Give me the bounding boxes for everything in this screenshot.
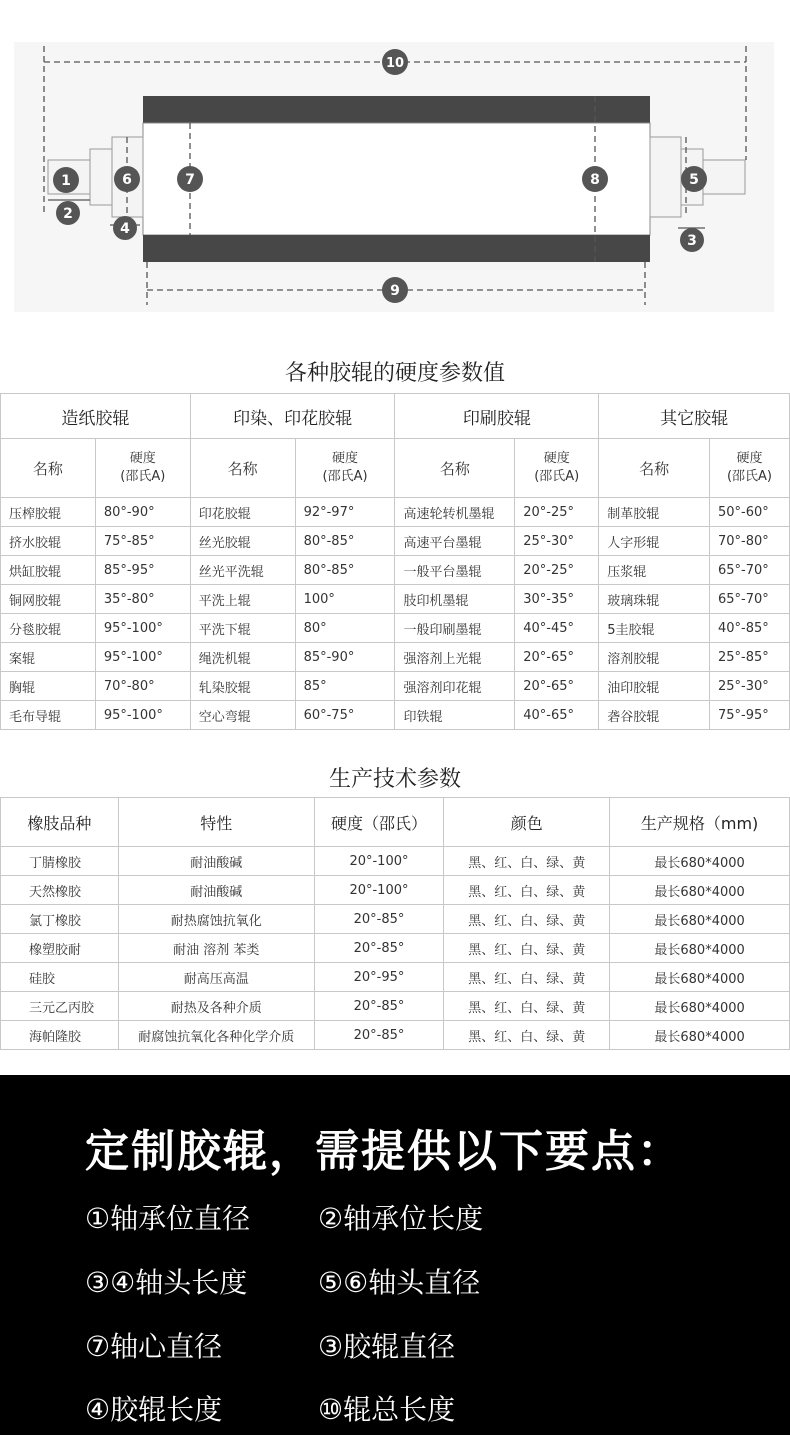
- svg-text:2: 2: [63, 206, 73, 222]
- svg-text:8: 8: [590, 172, 600, 188]
- marker-4: [113, 216, 137, 240]
- hardness-value-cell: 95°-100°: [95, 701, 190, 730]
- hardness-cell: 20°-85°: [314, 992, 444, 1021]
- point-bearing-length: ②轴承位长度: [318, 1202, 484, 1235]
- group-other: 其它胶辊: [599, 394, 790, 439]
- roller-name-cell: 一般平台墨辊: [395, 556, 515, 585]
- hardness-value-cell: 80°: [295, 614, 395, 643]
- production-table: [0, 797, 790, 1050]
- hardness-header: 硬度 (邵氏A): [95, 439, 190, 498]
- roller-name-cell: 强溶剂印花辊: [395, 672, 515, 701]
- hardness-value-cell: 50°-60°: [710, 498, 790, 527]
- custom-title: 定制胶辊，需提供以下要点：: [85, 1126, 683, 1177]
- group-printing: 印刷胶辊: [395, 394, 599, 439]
- hardness-value-cell: 92°-97°: [295, 498, 395, 527]
- marker-9: [382, 277, 408, 303]
- roller-name-cell: 印铁辊: [395, 701, 515, 730]
- hardness-value-cell: 40°-65°: [515, 701, 599, 730]
- hardness-value-cell: 80°-85°: [295, 556, 395, 585]
- point-shaft-head-length: ③④轴头长度: [85, 1266, 248, 1299]
- rubber-type-cell: 丁腈橡胶: [1, 847, 119, 876]
- color-cell: 黑、红、白、绿、黄: [444, 905, 610, 934]
- left-shaft-step: [90, 149, 112, 205]
- point-core-diameter: ⑦轴心直径: [85, 1330, 223, 1363]
- hardness-value-cell: 20°-65°: [515, 672, 599, 701]
- svg-text:5: 5: [689, 172, 699, 188]
- roller-core: [143, 123, 650, 235]
- production-row: [1, 876, 790, 905]
- roller-name-cell: 5圭胶辊: [599, 614, 710, 643]
- roller-name-cell: 空心弯辊: [190, 701, 295, 730]
- point-roller-diameter: ③胶辊直径: [318, 1330, 456, 1363]
- roller-name-cell: 铜网胶辊: [1, 585, 96, 614]
- hardness-group-row: [1, 394, 790, 439]
- roller-name-cell: 一般印刷墨辊: [395, 614, 515, 643]
- property-cell: 耐腐蚀抗氧化各种化学介质: [118, 1021, 314, 1050]
- hardness-value-cell: 85°-95°: [95, 556, 190, 585]
- hardness-cell: 20°-85°: [314, 1021, 444, 1050]
- right-shaft-head: [650, 137, 681, 217]
- marker-7: [177, 166, 203, 192]
- svg-text:6: 6: [122, 172, 132, 188]
- roller-diagram: [0, 0, 790, 330]
- color-cell: 黑、红、白、绿、黄: [444, 876, 610, 905]
- roller-name-cell: 平洗上辊: [190, 585, 295, 614]
- hardness-value-cell: 95°-100°: [95, 643, 190, 672]
- production-row: [1, 992, 790, 1021]
- spec-cell: 最长680*4000: [610, 847, 790, 876]
- spec-cell: 最长680*4000: [610, 876, 790, 905]
- hardness-value-cell: 20°-25°: [515, 556, 599, 585]
- roller-name-cell: 丝光胶辊: [190, 527, 295, 556]
- hardness-value-cell: 85°-90°: [295, 643, 395, 672]
- rubber-type-cell: 氯丁橡胶: [1, 905, 119, 934]
- roller-name-cell: 压浆辊: [599, 556, 710, 585]
- point-shaft-head-diameter: ⑤⑥轴头直径: [318, 1266, 481, 1299]
- roller-name-cell: 制革胶辊: [599, 498, 710, 527]
- spec-cell: 最长680*4000: [610, 1021, 790, 1050]
- roller-name-cell: 砻谷胶辊: [599, 701, 710, 730]
- name-header: 名称: [190, 439, 295, 498]
- rubber-type-cell: 天然橡胶: [1, 876, 119, 905]
- right-bearing-seat: [703, 160, 745, 194]
- hardness-value-cell: 95°-100°: [95, 614, 190, 643]
- production-row: [1, 1021, 790, 1050]
- roller-name-cell: 高速平台墨辊: [395, 527, 515, 556]
- hardness-value-cell: 80°-90°: [95, 498, 190, 527]
- spec-cell: 最长680*4000: [610, 905, 790, 934]
- marker-5: [681, 166, 707, 192]
- rubber-type-cell: 三元乙丙胶: [1, 992, 119, 1021]
- hardness-cell: 20°-95°: [314, 963, 444, 992]
- roller-name-cell: 油印胶辊: [599, 672, 710, 701]
- property-cell: 耐油酸碱: [118, 876, 314, 905]
- col-property: 特性: [118, 798, 314, 847]
- marker-3: [680, 228, 704, 252]
- roller-name-cell: 案辊: [1, 643, 96, 672]
- svg-text:1: 1: [61, 173, 71, 189]
- hardness-header: 硬度 (邵氏A): [710, 439, 790, 498]
- hardness-header: 硬度 (邵氏A): [295, 439, 395, 498]
- svg-text:7: 7: [185, 172, 195, 188]
- roller-name-cell: 压榨胶辊: [1, 498, 96, 527]
- hardness-row: [1, 585, 790, 614]
- group-dyeing: 印染、印花胶辊: [190, 394, 395, 439]
- hardness-cell: 20°-85°: [314, 905, 444, 934]
- spec-cell: 最长680*4000: [610, 992, 790, 1021]
- property-cell: 耐热及各种介质: [118, 992, 314, 1021]
- point-roller-length: ④胶辊长度: [85, 1393, 223, 1426]
- spec-cell: 最长680*4000: [610, 963, 790, 992]
- hardness-row: [1, 556, 790, 585]
- hardness-cell: 20°-100°: [314, 847, 444, 876]
- col-color: 颜色: [444, 798, 610, 847]
- roller-bottom-band: [143, 235, 650, 262]
- hardness-value-cell: 85°: [295, 672, 395, 701]
- roller-name-cell: 强溶剂上光辊: [395, 643, 515, 672]
- hardness-value-cell: 20°-25°: [515, 498, 599, 527]
- production-row: [1, 963, 790, 992]
- roller-name-cell: 挤水胶辊: [1, 527, 96, 556]
- hardness-value-cell: 40°-85°: [710, 614, 790, 643]
- property-cell: 耐油酸碱: [118, 847, 314, 876]
- property-cell: 耐高压高温: [118, 963, 314, 992]
- marker-8: [582, 166, 608, 192]
- roller-name-cell: 肢印机墨辊: [395, 585, 515, 614]
- svg-text:4: 4: [120, 221, 130, 237]
- hardness-header: 硬度 (邵氏A): [515, 439, 599, 498]
- roller-diagram-svg: [0, 0, 790, 330]
- hardness-value-cell: 65°-70°: [710, 585, 790, 614]
- hardness-value-cell: 25°-30°: [710, 672, 790, 701]
- property-cell: 耐油 溶剂 苯类: [118, 934, 314, 963]
- marker-6: [114, 166, 140, 192]
- col-rubber-type: 橡肢品种: [1, 798, 119, 847]
- hardness-row: [1, 701, 790, 730]
- rubber-type-cell: 硅胶: [1, 963, 119, 992]
- property-cell: 耐热腐蚀抗氧化: [118, 905, 314, 934]
- rubber-type-cell: 海帕隆胶: [1, 1021, 119, 1050]
- production-title: 生产技术参数: [328, 767, 461, 792]
- spec-cell: 最长680*4000: [610, 934, 790, 963]
- roller-name-cell: 胸辊: [1, 672, 96, 701]
- marker-1: [53, 167, 79, 193]
- hardness-row: [1, 614, 790, 643]
- svg-text:3: 3: [687, 233, 697, 249]
- color-cell: 黑、红、白、绿、黄: [444, 847, 610, 876]
- marker-2: [56, 201, 80, 225]
- production-header-row: [1, 798, 790, 847]
- roller-name-cell: 烘缸胶辊: [1, 556, 96, 585]
- hardness-value-cell: 65°-70°: [710, 556, 790, 585]
- marker-10: [382, 49, 408, 75]
- hardness-cell: 20°-85°: [314, 934, 444, 963]
- hardness-value-cell: 20°-65°: [515, 643, 599, 672]
- hardness-value-cell: 70°-80°: [710, 527, 790, 556]
- hardness-row: [1, 643, 790, 672]
- hardness-table: [0, 393, 790, 730]
- hardness-value-cell: 30°-35°: [515, 585, 599, 614]
- roller-name-cell: 溶剂胶辊: [599, 643, 710, 672]
- roller-name-cell: 轧染胶辊: [190, 672, 295, 701]
- svg-text:9: 9: [390, 283, 400, 299]
- hardness-value-cell: 80°-85°: [295, 527, 395, 556]
- hardness-value-cell: 75°-85°: [95, 527, 190, 556]
- roller-name-cell: 丝光平洗辊: [190, 556, 295, 585]
- roller-name-cell: 毛布导辊: [1, 701, 96, 730]
- roller-name-cell: 人字形辊: [599, 527, 710, 556]
- roller-name-cell: 分毯胶辊: [1, 614, 96, 643]
- production-row: [1, 905, 790, 934]
- hardness-value-cell: 75°-95°: [710, 701, 790, 730]
- roller-name-cell: 高速轮转机墨辊: [395, 498, 515, 527]
- point-bearing-diameter: ①轴承位直径: [85, 1202, 251, 1235]
- roller-name-cell: 绳洗机辊: [190, 643, 295, 672]
- roller-name-cell: 平洗下辊: [190, 614, 295, 643]
- roller-name-cell: 印花胶辊: [190, 498, 295, 527]
- group-paper: 造纸胶辊: [1, 394, 191, 439]
- hardness-value-cell: 60°-75°: [295, 701, 395, 730]
- rubber-type-cell: 橡塑胶耐: [1, 934, 119, 963]
- svg-text:10: 10: [385, 56, 405, 71]
- name-header: 名称: [599, 439, 710, 498]
- hardness-value-cell: 40°-45°: [515, 614, 599, 643]
- hardness-value-cell: 35°-80°: [95, 585, 190, 614]
- color-cell: 黑、红、白、绿、黄: [444, 992, 610, 1021]
- hardness-title: 各种胶辊的硬度参数值: [284, 361, 505, 386]
- color-cell: 黑、红、白、绿、黄: [444, 963, 610, 992]
- roller-top-band: [143, 96, 650, 123]
- color-cell: 黑、红、白、绿、黄: [444, 934, 610, 963]
- point-total-length: ⑩辊总长度: [318, 1393, 456, 1426]
- hardness-value-cell: 70°-80°: [95, 672, 190, 701]
- production-row: [1, 934, 790, 963]
- hardness-row: [1, 672, 790, 701]
- hardness-value-cell: 25°-30°: [515, 527, 599, 556]
- hardness-row: [1, 527, 790, 556]
- hardness-value-cell: 100°: [295, 585, 395, 614]
- color-cell: 黑、红、白、绿、黄: [444, 1021, 610, 1050]
- name-header: 名称: [1, 439, 96, 498]
- hardness-cell: 20°-100°: [314, 876, 444, 905]
- production-row: [1, 847, 790, 876]
- col-hardness: 硬度（邵氏）: [314, 798, 444, 847]
- name-header: 名称: [395, 439, 515, 498]
- hardness-row: [1, 498, 790, 527]
- hardness-value-cell: 25°-85°: [710, 643, 790, 672]
- hardness-header-row: [1, 439, 790, 498]
- custom-requirements-panel: [0, 1075, 790, 1435]
- col-spec: 生产规格（mm): [610, 798, 790, 847]
- roller-name-cell: 玻璃珠辊: [599, 585, 710, 614]
